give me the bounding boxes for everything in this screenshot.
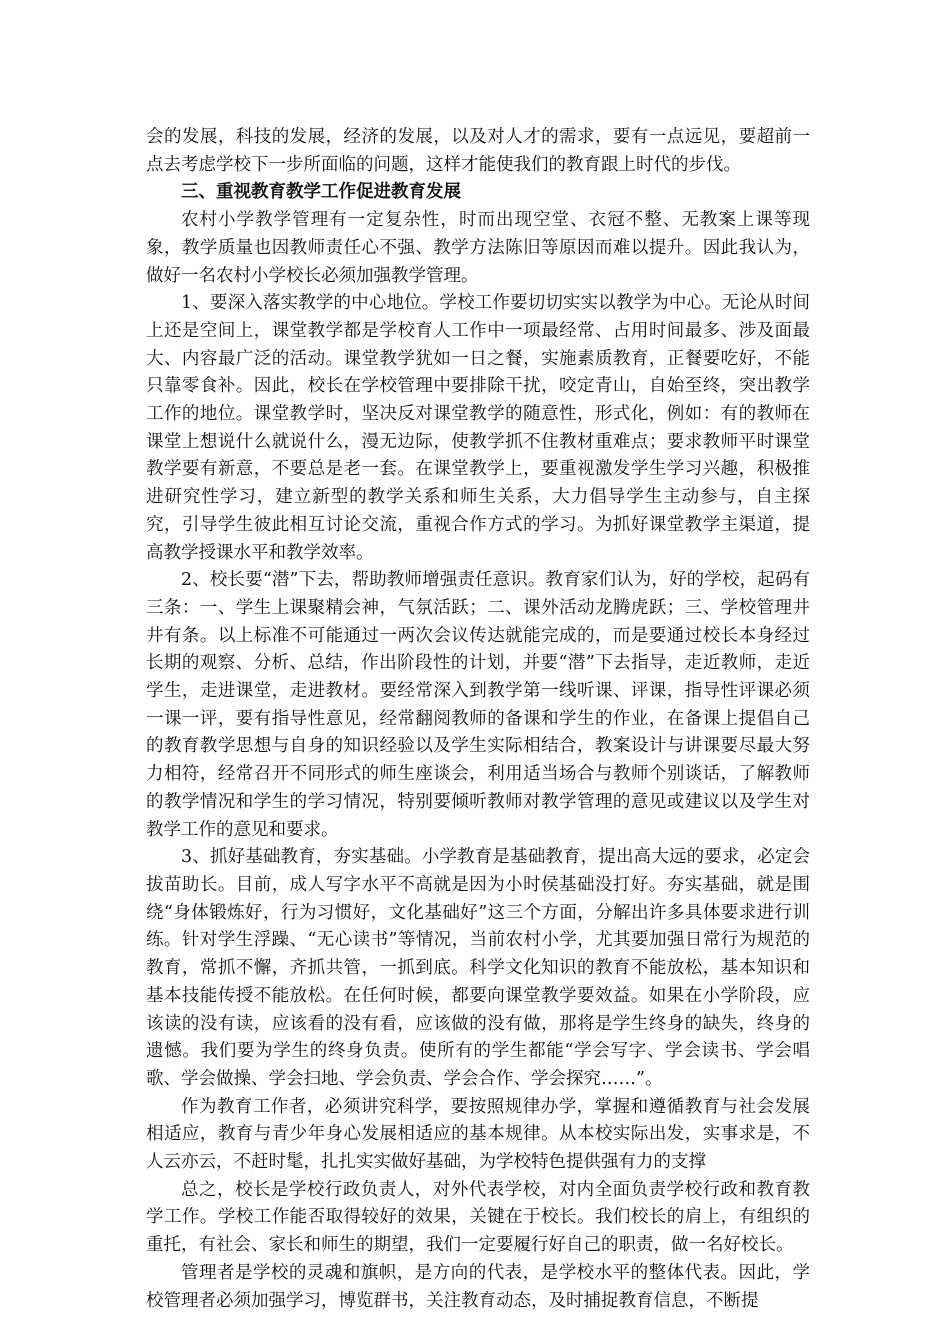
paragraph-point-1: 1、要深入落实教学的中心地位。学校工作要切切实实以教学为中心。无论从时间上还是空间上，课堂教学都是学校育人工作中一项最经常、占用时间最多、涉及面最大、内容最广泛的活动。课堂教学犹如一日之餐，实施素质教育，正餐要吃好，不能只靠零食补。因此，校长在学校管理中要排除干扰，咬定青山，自始至终，突出教学工作的地位。课堂教学时，坚决反对课堂教学的随意性，形式化，例如：有的教师在课堂上想说什么就说什么，漫无边际，使教学抓不住教材重难点；要求教师平时课堂教学要有新意，不要总是老一套。在课堂教学上，要重视激发学生学习兴趣，积极推进研究性学习，建立新型的教学关系和师生关系，大力倡导学生主动参与，自主探究，引导学生彼此相互讨论交流，重视合作方式的学习。为抓好课堂教学主渠道，提高教学授课水平和教学效率。 xyxy=(146,293,810,563)
paragraph-point-3: 3、抓好基础教育，夯实基础。小学教育是基础教育，提出高大远的要求，必定会拔苗助长。目前，成人写字水平不高就是因为小时侯基础没打好。夯实基础，就是围绕“身体锻炼好，行为习惯好，文化基础好”这三个方面，分解出许多具体要求进行训练。针对学生浮躁、“无心读书”等情况，当前农村小学，尤其要加强日常行为规范的教育，常抓不懈，齐抓共管，一抓到底。科学文化知识的教育不能放松，基本知识和基本技能传授不能放松。在任何时候，都要向课堂教学要效益。如果在小学阶段，应该读的没有读，应该看的没有看，应该做的没有做，那将是学生终身的缺失，终身的遗憾。我们要为学生的终身负责。使所有的学生都能“学会写字、学会读书、学会唱歌、学会做操、学会扫地、学会负责、学会合作、学会探究……”。 xyxy=(146,847,810,1089)
paragraph-manager: 管理者是学校的灵魂和旗帜，是方向的代表，是学校水平的整体代表。因此，学校管理者必须加强学习，博览群书，关注教育动态，及时捕捉教育信息，不断提 xyxy=(146,1262,810,1311)
paragraph-continuation: 会的发展，科技的发展，经济的发展，以及对人才的需求，要有一点远见，要超前一点去考虑学校下一步所面临的问题，这样才能使我们的教育跟上时代的步伐。 xyxy=(146,127,810,175)
document-body xyxy=(146,124,810,1315)
paragraph-educator: 作为教育工作者，必须讲究科学，要按照规律办学，掌握和遵循教育与社会发展相适应，教育与青少年身心发展相适应的基本规律。从本校实际出发，实事求是，不人云亦云，不赶时髦，扎扎实实做好基础，为学校特色提供强有力的支撑 xyxy=(146,1096,810,1173)
section-heading: 三、重视教育教学工作促进教育发展 xyxy=(181,182,461,203)
paragraph-summary: 总之，校长是学校行政负责人，对外代表学校，对内全面负责学校行政和教育教学工作。学校工作能否取得较好的效果，关键在于校长。我们校长的肩上，有组织的重托，有社会、家长和师生的期望，我们一定要履行好自己的职责，做一名好校长。 xyxy=(146,1179,810,1256)
paragraph-point-2: 2、校长要“潜”下去，帮助教师增强责任意识。教育家们认为，好的学校，起码有三条：一、学生上课聚精会神，气氛活跃；二、课外活动龙腾虎跃；三、学校管理井井有条。以上标准不可能通过一两次会议传达就能完成的，而是要通过校长本身经过长期的观察、分析、总结，作出阶段性的计划，并要“潜”下去指导，走近教师，走近学生，走进课堂，走进教材。要经常深入到教学第一线听课、评课，指导性评课必须一课一评，要有指导性意见，经常翻阅教师的备课和学生的作业，在备课上提倡自己的教育教学思想与自身的知识经验以及学生实际相结合，教案设计与讲课要尽最大努力相符，经常召开不同形式的师生座谈会，利用适当场合与教师个别谈话，了解教师的教学情况和学生的学习情况，特别要倾听教师对教学管理的意见或建议以及学生对教学工作的意见和要求。 xyxy=(146,570,810,840)
paragraph-teaching-management: 农村小学教学管理有一定复杂性，时而出现空堂、衣冠不整、无教案上课等现象，教学质量也因教师责任心不强、教学方法陈旧等原因而难以提升。因此我认为，做好一名农村小学校长必须加强教学管理。 xyxy=(146,210,810,286)
